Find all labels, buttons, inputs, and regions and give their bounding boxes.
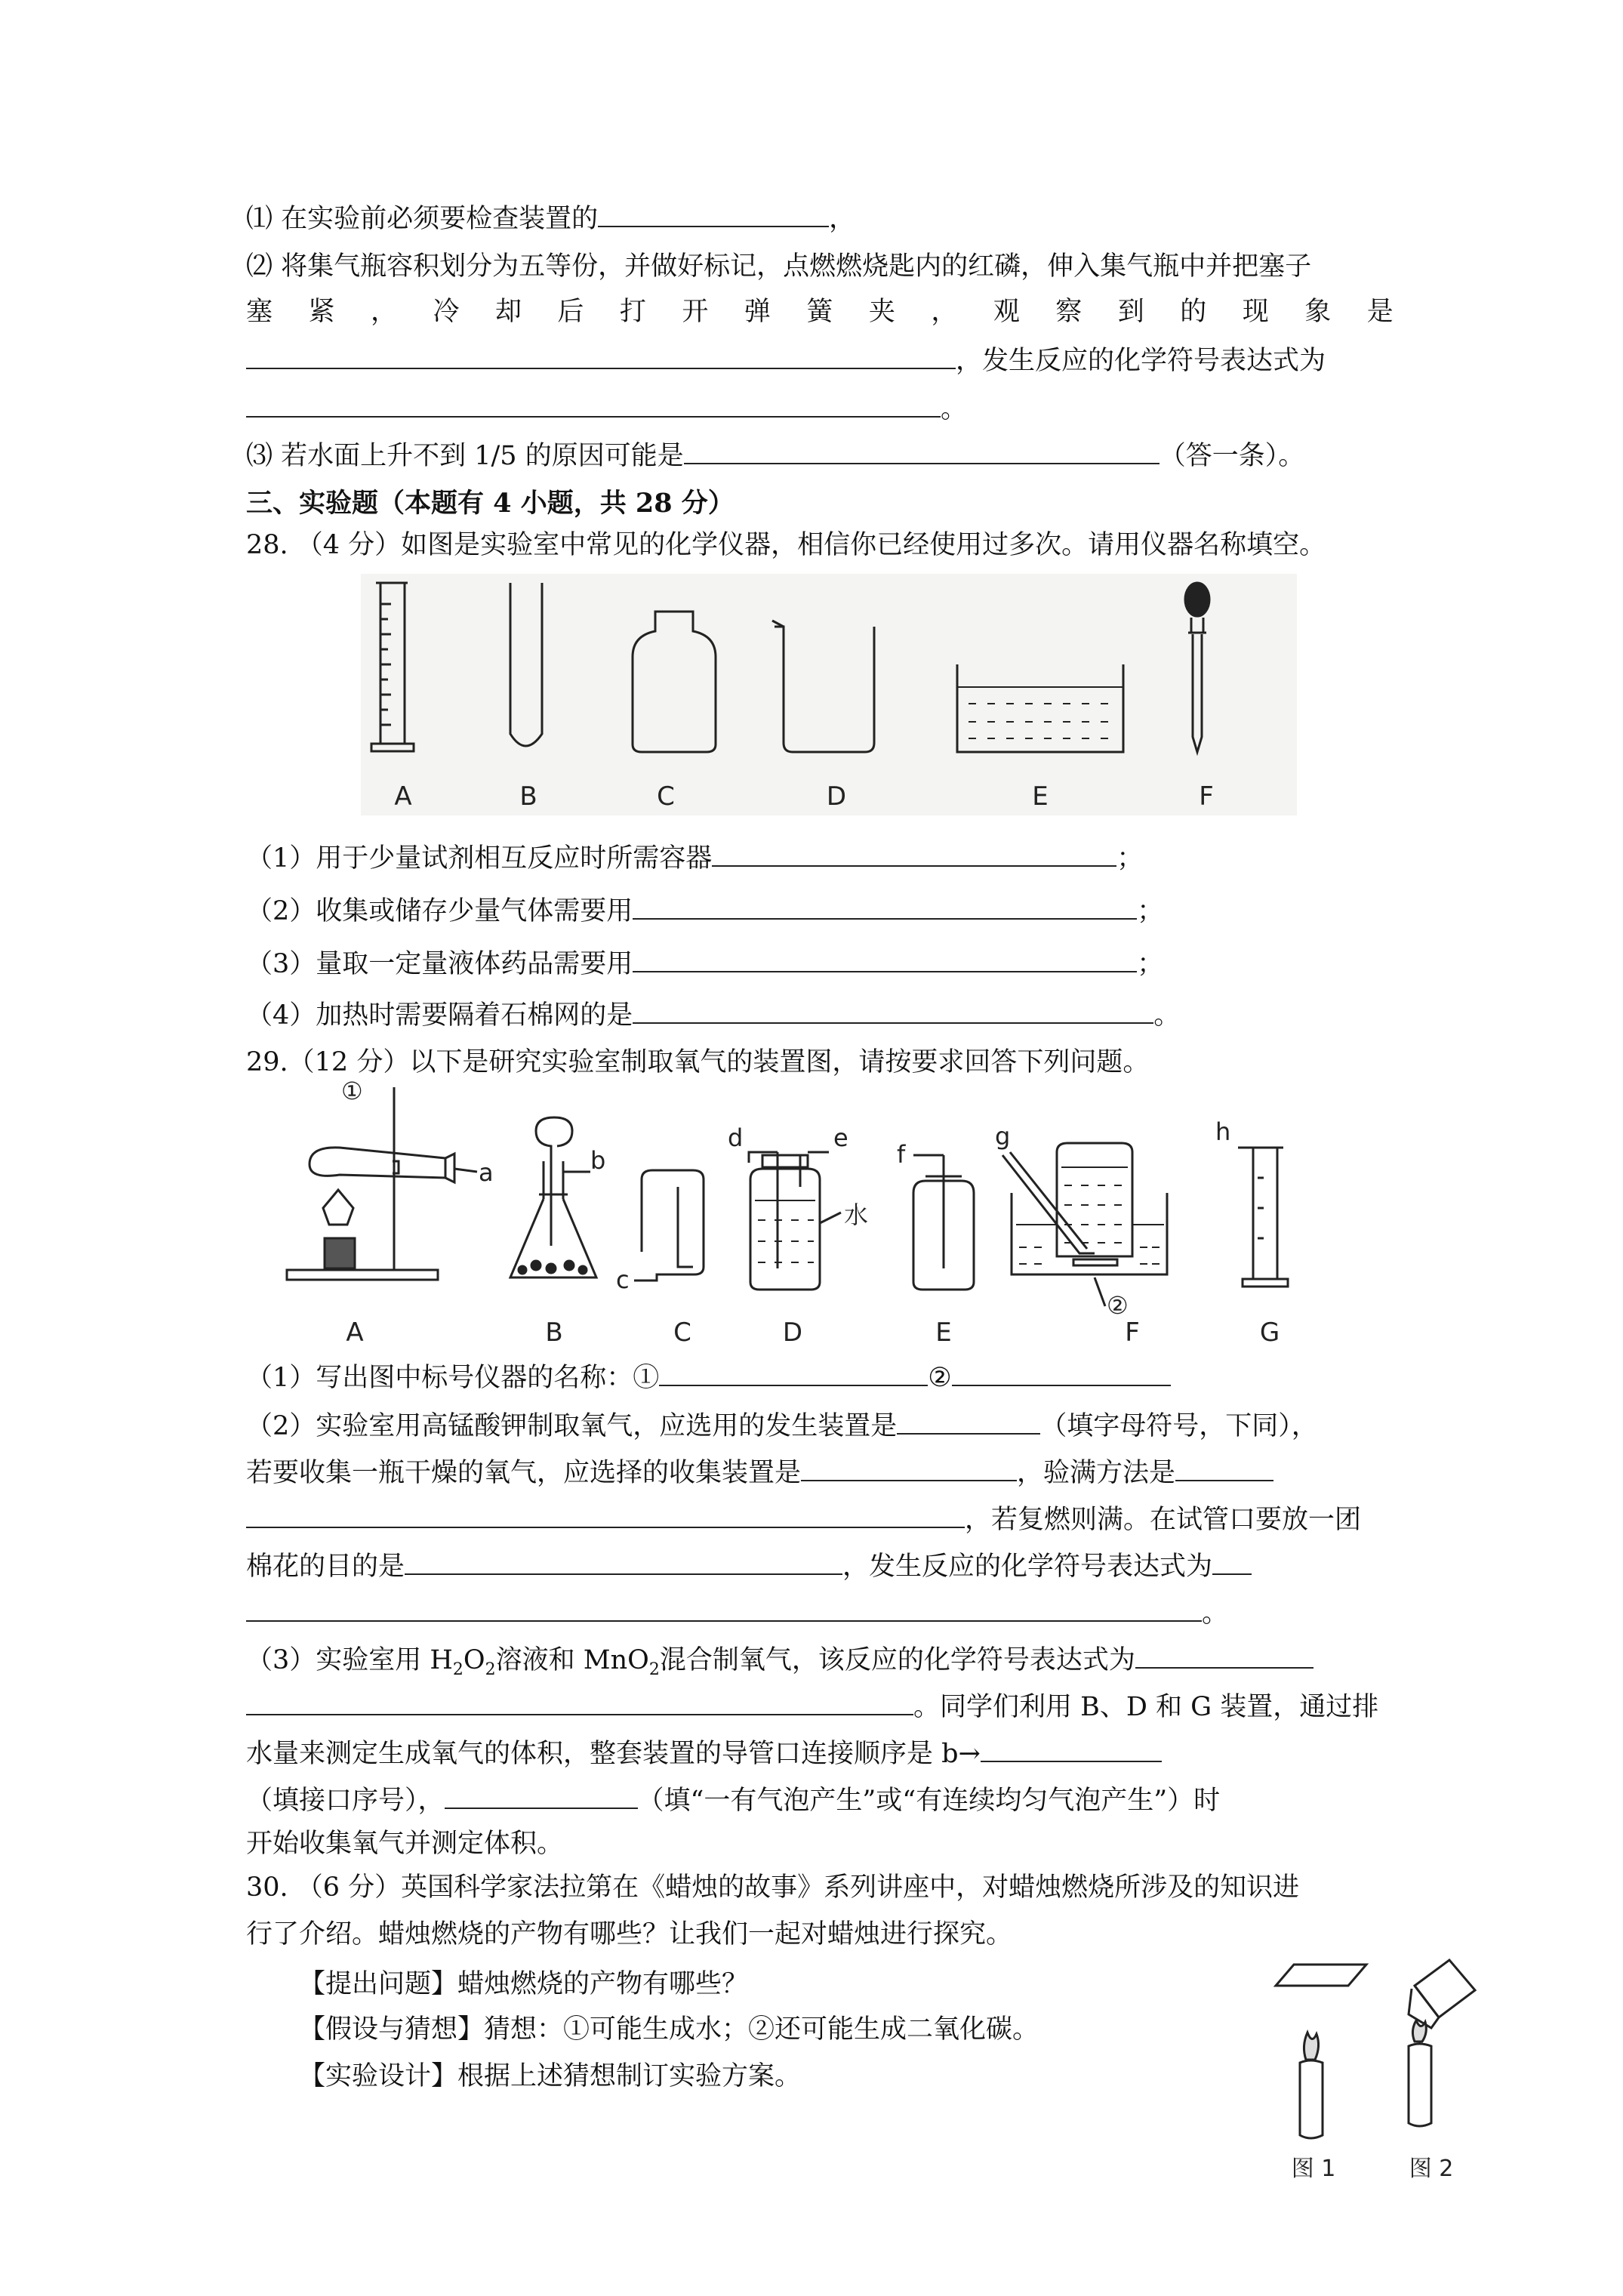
q27-part3: ⑶ 若水面上升不到 1/5 的原因可能是 （答一条）。 — [246, 436, 1304, 473]
q29-part3-line1: （3）实验室用 $H_2O_2$溶液和 MnO$_2$混合制氧气，该反应的化学符号表达式为 — [246, 1640, 1313, 1687]
wash-bottle-d-icon — [749, 1152, 841, 1290]
q30-design: 【实验设计】根据上述猜想制订实验方案。 — [299, 2061, 802, 2091]
fig-label-f: F — [1125, 1318, 1140, 1344]
conical-flask-icon — [510, 1117, 596, 1277]
fig-label-b: B — [545, 1318, 563, 1344]
answer-blank[interactable] — [1175, 1453, 1273, 1481]
port-label-f: f — [897, 1140, 906, 1169]
candle-with-beaker-icon — [1409, 1960, 1475, 2126]
justified-char: 夹 — [868, 297, 895, 327]
q28-stem: 28. （4 分）如图是实验室中常见的化学仪器，相信你已经使用过多次。请用仪器名称填空。 — [246, 530, 1326, 560]
q27-part2-line3: ，发生反应的化学符号表达式为 — [246, 341, 1326, 378]
q29-part3-line3: 水量来测定生成氧气的体积，整套装置的导管口连接顺序是 b→ — [246, 1734, 1162, 1771]
answer-blank[interactable] — [1135, 1640, 1313, 1669]
q28-item-1: （1）用于少量试剂相互反应时所需容器 ； — [246, 838, 1143, 875]
q28-item-2: （2）收集或储存少量气体需要用 ； — [246, 891, 1163, 928]
fig2-label: 图 2 — [1409, 2156, 1454, 2182]
fig-label-c: C — [673, 1318, 691, 1344]
bottle-e-icon — [913, 1155, 974, 1290]
port-label-h: h — [1215, 1117, 1231, 1146]
section-heading: 三、实验题（本题有 4 小题，共 28 分） — [246, 488, 735, 519]
justified-char: 冷 — [433, 297, 460, 327]
water-collection-f-icon — [1002, 1143, 1167, 1306]
label-a: A — [394, 781, 412, 812]
fig-label-d: D — [782, 1318, 803, 1344]
answer-blank[interactable] — [598, 199, 829, 227]
justified-char: 观 — [993, 297, 1020, 327]
port-label-d: d — [728, 1123, 744, 1152]
justified-char: 现 — [1242, 297, 1269, 327]
q30-candle-figure — [1261, 1955, 1480, 2182]
answer-blank[interactable] — [246, 389, 941, 418]
justified-char: ， — [931, 297, 958, 327]
fig1-label: 图 1 — [1291, 2156, 1336, 2182]
justified-char: 开 — [682, 297, 709, 327]
q29-part3-line2: 。同学们利用 B、D 和 G 装置，通过排 — [246, 1687, 1378, 1724]
port-label-1: ① — [341, 1080, 363, 1105]
label-d: D — [826, 781, 847, 812]
justified-char: ， — [370, 297, 397, 327]
port-label-c: c — [616, 1265, 630, 1294]
answer-blank[interactable] — [952, 1358, 1171, 1386]
label-e: E — [1032, 781, 1049, 812]
q29-part2-line5: 。 — [246, 1593, 1228, 1630]
q27-part1: ⑴ 在实验前必须要检查装置的 ， — [246, 199, 855, 236]
fig-label-g: G — [1259, 1318, 1280, 1344]
q28-instruments-figure — [361, 574, 1297, 815]
answer-blank[interactable] — [712, 838, 1116, 867]
answer-blank[interactable] — [405, 1546, 842, 1575]
justified-char: 簧 — [806, 297, 833, 327]
fig-label-a: A — [346, 1318, 364, 1344]
answer-blank[interactable] — [246, 1593, 1202, 1622]
heating-apparatus-icon — [287, 1087, 477, 1280]
port-label-e: e — [833, 1123, 848, 1152]
justified-char: 弹 — [744, 297, 771, 327]
q29-part3-line4: （填接口序号）， （填“一有气泡产生”或“有连续均匀气泡产生”）时 — [246, 1780, 1220, 1817]
measuring-cylinder-g-icon — [1238, 1148, 1288, 1287]
justified-char: 象 — [1304, 297, 1332, 327]
answer-blank[interactable] — [897, 1406, 1040, 1435]
q27-part2-line1: ⑵ 将集气瓶容积划分为五等份，并做好标记，点燃燃烧匙内的红磷，伸入集气瓶中并把塞子 — [246, 251, 1312, 282]
answer-blank[interactable] — [246, 341, 956, 369]
justified-char: 塞 — [246, 297, 273, 327]
justified-char: 是 — [1366, 297, 1394, 327]
q27-part2-line4: 。 — [246, 389, 967, 426]
q30-stem-line2: 行了介绍。蜡烛燃烧的产物有哪些？让我们一起对蜡烛进行探究。 — [246, 1919, 1013, 1949]
answer-blank[interactable] — [659, 1358, 928, 1386]
justified-char: 察 — [1055, 297, 1083, 327]
justified-char: 到 — [1117, 297, 1144, 327]
justified-char: 却 — [494, 297, 522, 327]
port-label-g: g — [995, 1122, 1011, 1151]
q28-item-3: （3）量取一定量液体药品需要用 ； — [246, 944, 1163, 981]
label-f: F — [1199, 781, 1214, 812]
q30-hypothesis: 【假设与猜想】猜想：①可能生成水；②还可能生成二氧化碳。 — [299, 2014, 1039, 2045]
q29-apparatus-figure — [279, 1080, 1298, 1344]
q29-part2-line3: ，若复燃则满。在试管口要放一团 — [246, 1499, 1361, 1536]
q28-item-4: （4）加热时需要隔着石棉网的是 。 — [246, 995, 1180, 1032]
answer-blank[interactable] — [684, 436, 1160, 464]
label-c: C — [657, 781, 675, 812]
q29-part2-line2: 若要收集一瓶干燥的氧气，应选择的收集装置是 ，验满方法是 — [246, 1453, 1273, 1490]
port-label-a: a — [479, 1158, 494, 1187]
answer-blank[interactable] — [246, 1687, 913, 1715]
q30-stem-line1: 30. （6 分）英国科学家法拉第在《蜡烛的故事》系列讲座中，对蜡烛燃烧所涉及的知识进 — [246, 1872, 1300, 1903]
q29-part2-line1: （2）实验室用高锰酸钾制取氧气，应选用的发生装置是 （填字母符号，下同）， — [246, 1406, 1318, 1443]
q29-part3-line5: 开始收集氧气并测定体积。 — [246, 1829, 564, 1859]
justified-char: 后 — [557, 297, 584, 327]
justified-char: 的 — [1180, 297, 1207, 327]
candle-with-plate-icon — [1276, 1965, 1366, 2138]
answer-blank[interactable] — [445, 1780, 638, 1809]
q30-question: 【提出问题】蜡烛燃烧的产物有哪些？ — [299, 1969, 749, 1999]
label-b: B — [519, 781, 537, 812]
answer-blank[interactable] — [801, 1453, 1017, 1481]
q29-stem: 29.（12 分）以下是研究实验室制取氧气的装置图，请按要求回答下列问题。 — [246, 1047, 1150, 1077]
q29-part2-line4: 棉花的目的是 ，发生反应的化学符号表达式为 — [246, 1546, 1252, 1583]
q27-part2-line2 — [246, 295, 1394, 328]
answer-blank[interactable] — [981, 1734, 1162, 1762]
fig-label-e: E — [935, 1318, 952, 1344]
bottle-c-icon — [634, 1170, 704, 1281]
port-label-2: ② — [1107, 1291, 1129, 1320]
justified-char: 紧 — [308, 297, 335, 327]
water-label: 水 — [844, 1200, 869, 1229]
port-label-b: b — [590, 1146, 606, 1175]
justified-char: 打 — [619, 297, 646, 327]
answer-blank[interactable] — [633, 891, 1137, 920]
answer-blank[interactable] — [1212, 1546, 1252, 1575]
answer-blank[interactable] — [633, 944, 1137, 972]
answer-blank[interactable] — [246, 1499, 965, 1528]
answer-blank[interactable] — [633, 995, 1153, 1024]
q29-part1: （1）写出图中标号仪器的名称：① ② — [246, 1358, 1171, 1395]
